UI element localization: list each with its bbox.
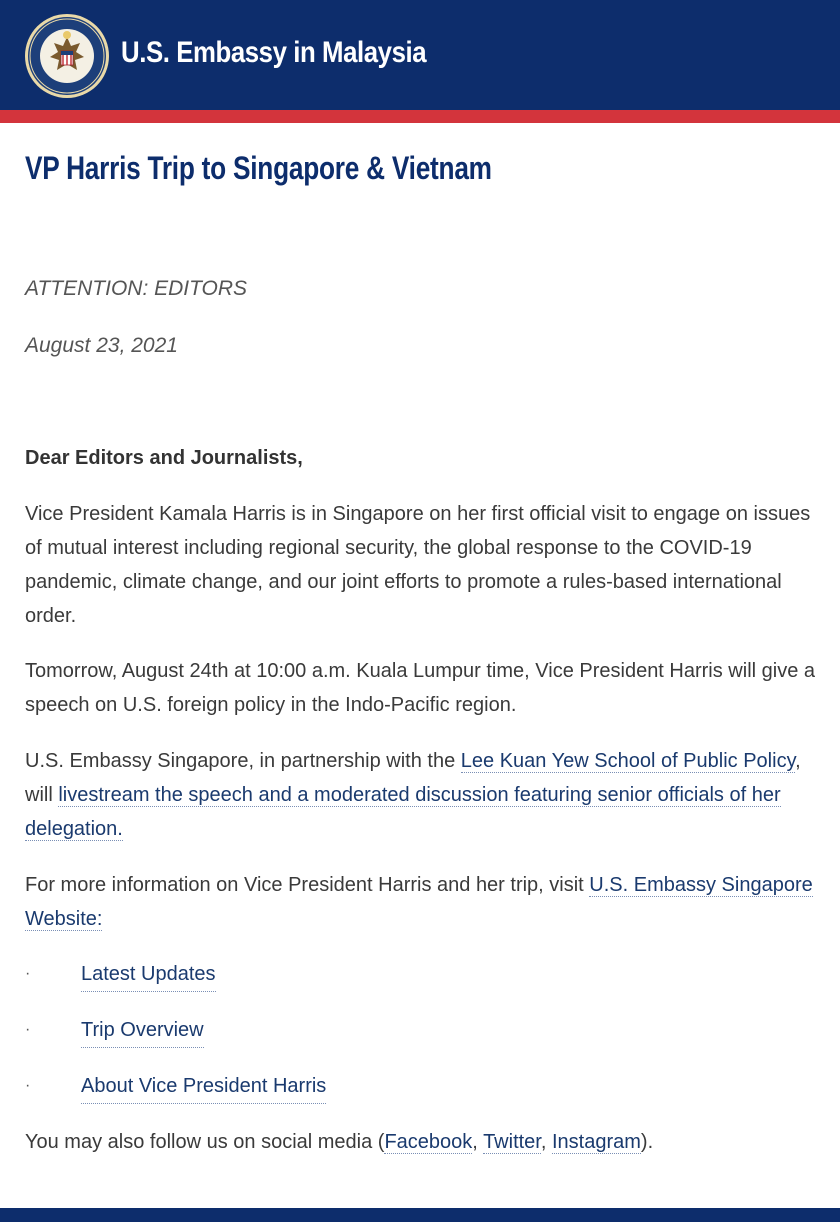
paragraph-intro: Vice President Kamala Harris is in Singapore on her first official visit to engage on issues of mutual interest including regional security, the global response to the COVID-19 pandemic, climate change, and our joint efforts to promote a rules-based international order. bbox=[25, 503, 811, 627]
site-title[interactable]: U.S. Embassy in Malaysia bbox=[121, 36, 427, 69]
paragraph-more-info bbox=[25, 868, 825, 936]
footer-bar bbox=[0, 1208, 840, 1222]
instagram-link[interactable]: Instagram bbox=[551, 1131, 641, 1153]
paragraph-social bbox=[25, 1125, 825, 1159]
article-date: August 23, 2021 bbox=[25, 334, 178, 357]
twitter-link[interactable]: Twitter bbox=[483, 1131, 541, 1153]
about-vice-president-harris-link[interactable]: About Vice President Harris bbox=[81, 1069, 326, 1104]
facebook-link[interactable]: Facebook bbox=[384, 1131, 473, 1153]
department-of-state-seal-icon[interactable] bbox=[24, 13, 110, 99]
para3-text-before: U.S. Embassy Singapore, in partnership with the bbox=[25, 750, 461, 772]
salutation: Dear Editors and Journalists, bbox=[25, 447, 303, 469]
social-text-after: ). bbox=[640, 1131, 654, 1153]
attention-line: ATTENTION: EDITORS bbox=[25, 277, 248, 300]
social-separator: , bbox=[472, 1131, 484, 1153]
paragraph-livestream bbox=[25, 744, 825, 846]
trip-overview-link[interactable]: Trip Overview bbox=[81, 1013, 204, 1048]
embassy-singapore-website-link[interactable]: U.S. Embassy Singapore Website: bbox=[25, 874, 813, 930]
bullet-marker: · bbox=[25, 1077, 31, 1094]
bullet-marker: · bbox=[25, 1021, 31, 1038]
social-separator: , bbox=[540, 1131, 552, 1153]
para3-text-middle: , will bbox=[25, 750, 801, 806]
paragraph-speech: Tomorrow, August 24th at 10:00 a.m. Kuala Lumpur time, Vice President Harris will give a speech on U.S. foreign policy in the Indo-Pacific region. bbox=[25, 660, 816, 716]
livestream-link[interactable]: livestream the speech and a moderated discussion featuring senior officials of her delegation. bbox=[25, 784, 781, 840]
page-title: VP Harris Trip to Singapore & Vietnam bbox=[25, 150, 492, 186]
bullet-marker: · bbox=[25, 965, 31, 982]
latest-updates-link[interactable]: Latest Updates bbox=[81, 957, 216, 992]
para4-text-before: For more information on Vice President Harris and her trip, visit bbox=[25, 874, 590, 896]
header-accent-stripe bbox=[0, 110, 840, 123]
lee-kuan-yew-school-link[interactable]: Lee Kuan Yew School of Public Policy bbox=[460, 750, 796, 772]
site-header bbox=[0, 0, 840, 110]
social-text-before: You may also follow us on social media ( bbox=[25, 1131, 385, 1153]
